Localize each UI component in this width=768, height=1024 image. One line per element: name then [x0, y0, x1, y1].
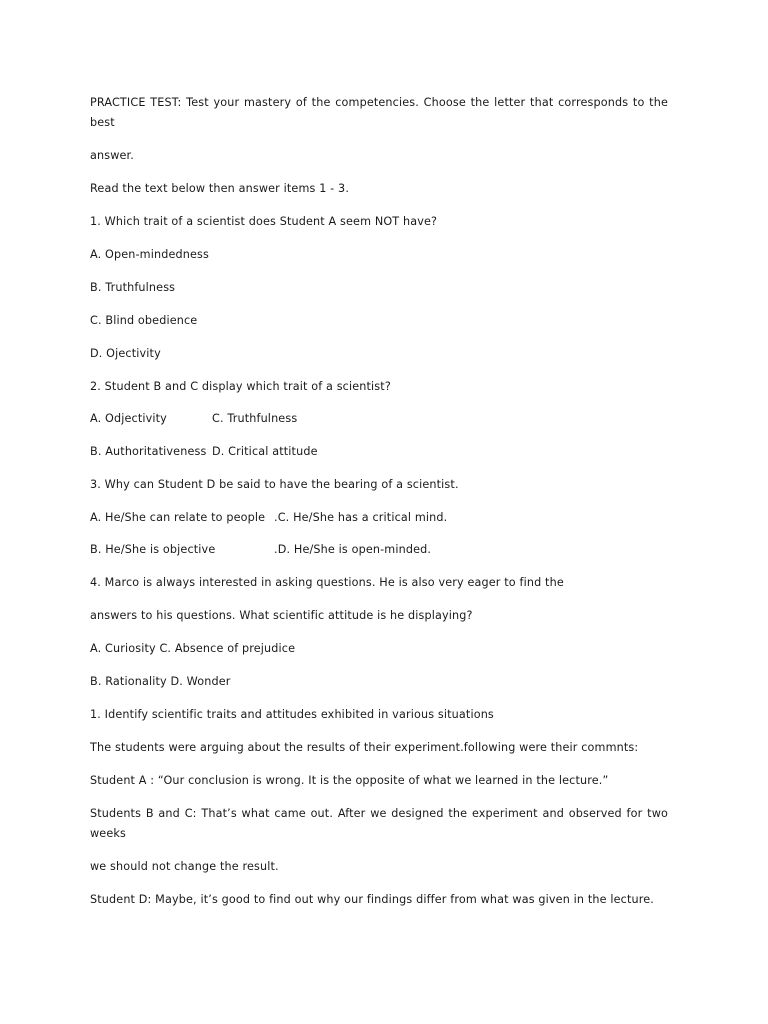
question-1-stem: 1. Which trait of a scientist does Student A seem NOT have?	[90, 215, 438, 228]
question-1-option-b: B. Truthfulness	[90, 281, 176, 294]
question-2-option-c: C. Truthfulness	[212, 412, 298, 425]
question-3-option-d: .D. He/She is open-minded.	[274, 543, 432, 556]
passage-students-bc-end: we should not change the result.	[90, 860, 279, 873]
question-2-option-a: A. Odjectivity	[90, 412, 167, 425]
question-3-option-a: A. He/She can relate to people	[90, 511, 266, 524]
question-4-options-row-1: A. Curiosity C. Absence of prejudice	[90, 642, 296, 655]
question-1-option-d: D. Ojectivity	[90, 347, 161, 360]
passage-student-a: Student A : “Our conclusion is wrong. It is the opposite of what we learned in the lecture.”	[90, 774, 609, 787]
passage-student-d: Student D: Maybe, it’s good to find out why our findings differ from what was given in the lecture.	[90, 893, 654, 906]
passage-students-bc-continued: weeks	[90, 827, 126, 840]
question-2-option-b: B. Authoritativeness	[90, 445, 207, 458]
question-4-options-row-2: B. Rationality D. Wonder	[90, 675, 231, 688]
passage-students-bc: Students B and C: That’s what came out. After we designed the experiment and observed for two	[90, 807, 668, 820]
question-2-option-d: D. Critical attitude	[212, 445, 318, 458]
reading-instruction: Read the text below then answer items 1 - 3.	[90, 182, 350, 195]
question-3-option-c: .C. He/She has a critical mind.	[274, 511, 448, 524]
section-heading: 1. Identify scientific traits and attitudes exhibited in various situations	[90, 708, 494, 721]
question-2-stem: 2. Student B and C display which trait of a scientist?	[90, 380, 391, 393]
test-heading: PRACTICE TEST: Test your mastery of the competencies. Choose the letter that corresponds to the	[90, 96, 668, 109]
question-1-option-a: A. Open-mindedness	[90, 248, 209, 261]
test-heading-continued: best	[90, 116, 115, 129]
question-3-option-b: B. He/She is objective	[90, 543, 216, 556]
passage-intro: The students were arguing about the results of their experiment.following were their commnts:	[90, 741, 639, 754]
question-4-stem: 4. Marco is always interested in asking questions. He is also very eager to find the	[90, 576, 564, 589]
test-heading-end: answer.	[90, 149, 134, 162]
question-3-stem: 3. Why can Student D be said to have the bearing of a scientist.	[90, 478, 459, 491]
question-4-stem-continued: answers to his questions. What scientific attitude is he displaying?	[90, 609, 473, 622]
question-1-option-c: C. Blind obedience	[90, 314, 198, 327]
